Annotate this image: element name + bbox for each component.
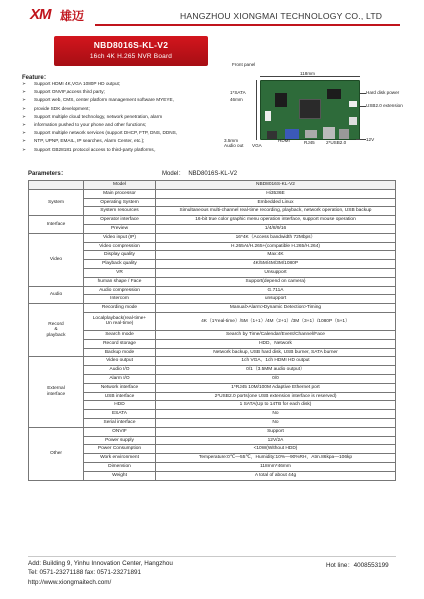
table-cell: Recording mode xyxy=(84,304,156,313)
category-cell: Interface xyxy=(29,216,84,234)
usb-extension-header xyxy=(349,117,357,125)
table-cell: Hi3536E xyxy=(156,189,396,198)
hdmi-port xyxy=(305,130,317,138)
table-row xyxy=(29,304,396,313)
table-row xyxy=(29,224,396,233)
table-cell: Display quality xyxy=(84,251,156,260)
table-row xyxy=(29,330,396,339)
category-cell: System xyxy=(29,189,84,215)
table-cell: Record storage xyxy=(84,339,156,348)
table-cell: Power supply xyxy=(84,436,156,445)
table-cell: 1ch VGA、1ch HDMI HD output xyxy=(156,357,396,366)
table-cell: 1/4/8/9/16 xyxy=(156,224,396,233)
table-row xyxy=(29,454,396,463)
table-row xyxy=(29,392,396,401)
dimension-line xyxy=(260,76,360,77)
table-cell: A total of about 44g xyxy=(156,471,396,480)
feature-title: Feature： xyxy=(22,75,50,81)
table-cell: No xyxy=(156,418,396,427)
table-cell: 2*USB2.0 ports(one USB extension interface is reserved) xyxy=(156,392,396,401)
table-row xyxy=(29,357,396,366)
table-cell: Playback quality xyxy=(84,260,156,269)
table-cell: ONVIF xyxy=(84,427,156,436)
table-cell: Video input (IP) xyxy=(84,233,156,242)
company-logo: XM xyxy=(30,6,51,23)
label-hdmi: HDMI xyxy=(278,138,290,143)
website-link[interactable]: http://www.xiongmaitech.com/ xyxy=(28,579,112,586)
label-audio-out: 3.5mm Audio out xyxy=(224,138,244,149)
model-value: NBD8016S-KL-V2 xyxy=(188,171,238,177)
table-row xyxy=(29,295,396,304)
table-cell: Search mode xyxy=(84,330,156,339)
table-cell: Audio I/O xyxy=(84,366,156,375)
table-row xyxy=(29,410,396,419)
table-cell: Operating System xyxy=(84,198,156,207)
processor-chip xyxy=(299,99,321,119)
header-rule xyxy=(95,24,400,26)
table-cell: USB interface xyxy=(84,392,156,401)
feature-item: ➢ Support multiple cloud technology, network penetration, alarm xyxy=(22,113,202,121)
table-cell: Network backup, USB hard disk, USB burner, SATA burner xyxy=(156,348,396,357)
table-cell: Network interface xyxy=(84,383,156,392)
memory-chip xyxy=(275,93,287,107)
table-row xyxy=(29,277,396,286)
table-cell: Manual>Alarm>Dynamic Detection>Timing xyxy=(156,304,396,313)
table-row xyxy=(29,348,396,357)
category-cell: Video xyxy=(29,233,84,286)
table-row xyxy=(29,268,396,277)
table-cell: Preview xyxy=(84,224,156,233)
table-row xyxy=(29,207,396,216)
table-row xyxy=(29,233,396,242)
feature-item: ➢ Support GB28181 protocol access to third-party platforms。 xyxy=(22,146,202,154)
feature-item-cont: ➢ provide SDK development; xyxy=(22,105,202,113)
table-cell: HDD xyxy=(84,401,156,410)
table-cell: 118mm*46mm xyxy=(156,462,396,471)
table-cell: human shape / Face xyxy=(84,277,156,286)
feature-item: ➢ Support ONVIF,access third party; xyxy=(22,88,202,96)
page-header xyxy=(0,0,424,30)
table-row xyxy=(29,189,396,198)
label-sata: 1*SATA xyxy=(230,90,246,95)
board-diagram xyxy=(200,60,415,160)
label-hdd-power: Hard disk power xyxy=(366,90,400,95)
table-cell: Dimension xyxy=(84,462,156,471)
table-cell: No xyxy=(156,410,396,419)
table-row xyxy=(29,286,396,295)
table-cell: Intercom xyxy=(84,295,156,304)
table-row xyxy=(29,418,396,427)
label-usb-ext: USB2.0 extension xyxy=(366,103,403,108)
model-label: Model： xyxy=(162,171,185,177)
category-cell: External interface xyxy=(29,357,84,427)
table-cell: Power Consumption xyxy=(84,445,156,454)
rj45-port xyxy=(323,127,335,139)
leader-line xyxy=(356,139,366,140)
table-cell: Model xyxy=(84,181,156,190)
table-cell: Video output xyxy=(84,357,156,366)
table-cell: Support(depend on camera) xyxy=(156,277,396,286)
feature-list xyxy=(22,80,202,154)
table-cell: Search by Time/Calendar/Event/Channel/Face xyxy=(156,330,396,339)
table-row xyxy=(29,339,396,348)
table-cell: 0/0 xyxy=(156,374,396,383)
footer-rule xyxy=(28,556,396,557)
category-cell: Audio xyxy=(29,286,84,304)
table-cell: Backup mode xyxy=(84,348,156,357)
table-cell: 16-bit true color graphic menu operation interface, support mouse operation xyxy=(156,216,396,225)
table-row xyxy=(29,401,396,410)
table-row xyxy=(29,216,396,225)
banner-model: NBD8016S-KL-V2 xyxy=(93,40,169,50)
address-text: Add: Building 9, Yinhu Innovation Center, Hangzhou xyxy=(28,560,173,567)
table-cell: System resources xyxy=(84,207,156,216)
table-row xyxy=(29,242,396,251)
footer-address xyxy=(28,560,173,577)
table-cell: Main processor xyxy=(84,189,156,198)
table-cell: 4K（1*real-time）/5M（1+1）/4M（2+1）/3M（3+1）/1080P（5+1） xyxy=(156,312,396,330)
table-cell: Embedded Linux xyxy=(156,198,396,207)
hotline-text: Hot line：4008553199 xyxy=(326,562,389,569)
table-cell: Alarm I/O xyxy=(84,374,156,383)
table-cell: Operator interface xyxy=(84,216,156,225)
dimension-line-vertical xyxy=(256,80,257,140)
parameters-title: Parameters： xyxy=(28,171,67,177)
table-row xyxy=(29,198,396,207)
table-cell: Support xyxy=(156,427,396,436)
table-cell: 12V/2A xyxy=(156,436,396,445)
table-cell: <10W(Without HDD) xyxy=(156,445,396,454)
label-height: 46mm xyxy=(230,97,243,102)
label-rj45: RJ45 xyxy=(304,140,315,145)
table-cell: H.265AI/H.265+(compatible H.265/H.264) xyxy=(156,242,396,251)
table-cell: Temperature:0℃—55℃，Humidity:10%—90%RH，Atm.86kpa—106kp xyxy=(156,454,396,463)
feature-item-cont: ➢ information pushed to your phone and other functions; xyxy=(22,121,202,129)
table-row xyxy=(29,436,396,445)
table-row xyxy=(29,251,396,260)
table-row xyxy=(29,462,396,471)
table-cell: VR xyxy=(84,268,156,277)
table-cell: Weight xyxy=(84,471,156,480)
table-row xyxy=(29,471,396,480)
feature-item-cont: ➢ NTP, UPNP, EMAIL, IP searches, Alarm Center, etc.); xyxy=(22,137,202,145)
audio-port xyxy=(267,131,277,139)
table-cell: NBD8016S-KL-V2 xyxy=(156,181,396,190)
table-cell: 16*4K（Access bandwidth 72Mbps） xyxy=(156,233,396,242)
label-12v: 12V xyxy=(366,137,375,142)
label-usb2: 2*USB2.0 xyxy=(326,140,347,145)
table-cell: Serial interface xyxy=(84,418,156,427)
table-row xyxy=(29,181,396,190)
sata-connector xyxy=(265,111,271,121)
table-row xyxy=(29,260,396,269)
table-cell: HDD、Network xyxy=(156,339,396,348)
banner-subtitle: 16ch 4K H.265 NVR Board xyxy=(89,53,173,60)
table-cell: Localplayback(real-time+ Un real-time) xyxy=(84,312,156,330)
table-cell: 0/1（3.5MM audio output） xyxy=(156,366,396,375)
company-logo-cn: 雄迈 xyxy=(60,9,85,23)
feature-item: ➢ Support multiple network services (support DHCP, FTP, DNS, DDNS, xyxy=(22,129,202,137)
tel-text: Tel: 0571-23271188 fax: 0571-23271891 xyxy=(28,568,141,576)
table-row xyxy=(29,383,396,392)
table-row xyxy=(29,374,396,383)
table-cell: Audio compression xyxy=(84,286,156,295)
spec-table xyxy=(28,180,396,481)
product-banner xyxy=(54,36,208,66)
table-cell: 1 SATA(Up to 14TB for each disk) xyxy=(156,401,396,410)
label-width: 118mm xyxy=(300,71,315,76)
table-row xyxy=(29,445,396,454)
table-cell: Video compression xyxy=(84,242,156,251)
table-cell: Unsupport xyxy=(156,268,396,277)
table-cell xyxy=(29,181,84,190)
model-line xyxy=(162,168,237,177)
hdd-power-connector xyxy=(349,101,357,107)
category-cell: Record & playback xyxy=(29,304,84,357)
table-row xyxy=(29,366,396,375)
usb-port xyxy=(339,129,349,139)
category-cell: Other xyxy=(29,427,84,480)
table-cell: G.711A xyxy=(156,286,396,295)
table-row xyxy=(29,312,396,330)
table-cell: Work environment xyxy=(84,454,156,463)
table-cell: 1*RJ45 10M/100M Adaptive Ethernet port xyxy=(156,383,396,392)
table-cell: 4K/5M/4M/3M/1080P xyxy=(156,260,396,269)
pcb-board xyxy=(260,80,360,140)
table-cell: ESATA xyxy=(84,410,156,419)
company-name: HANGZHOU XIONGMAI TECHNOLOGY CO., LTD xyxy=(180,11,383,21)
feature-item: ➢ Support web, CMS, center platform management software MYEYE, xyxy=(22,96,202,104)
table-cell: Max:4K xyxy=(156,251,396,260)
table-row xyxy=(29,427,396,436)
label-front-panel: Front panel xyxy=(232,62,256,67)
feature-item: ➢ Support HDMI 4K,VGA 1080P HD output; xyxy=(22,80,202,88)
table-cell: Simultaneous multi-channel real-time recording, playback, network operation, USB backup xyxy=(156,207,396,216)
table-cell: unsupport xyxy=(156,295,396,304)
label-vga: VGA xyxy=(252,143,262,148)
flash-chip xyxy=(327,89,341,99)
